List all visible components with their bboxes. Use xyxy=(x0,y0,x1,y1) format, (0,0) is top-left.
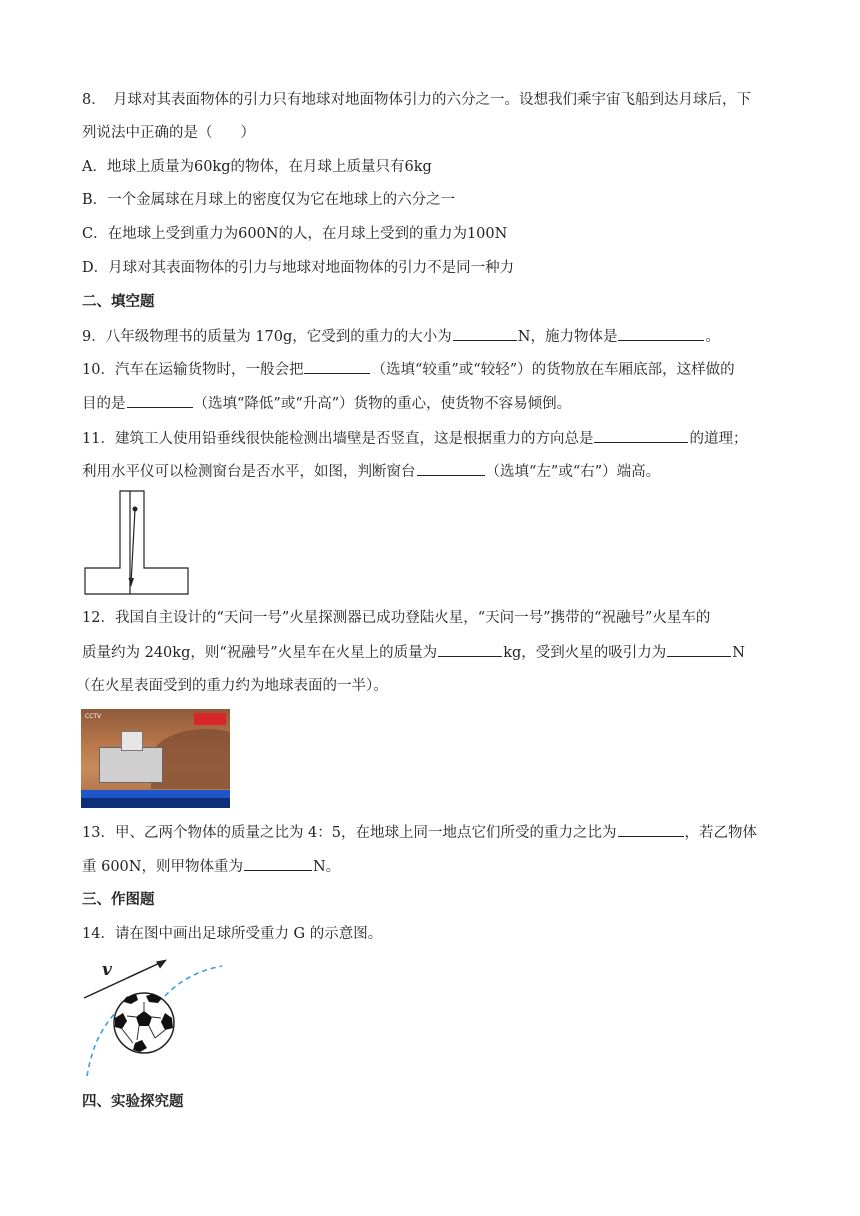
q11-line1 xyxy=(82,428,747,449)
section-heading-fill-in: 二、填空题 xyxy=(82,294,155,310)
trajectory-path-upper xyxy=(165,966,222,996)
q11-text-a: 11．建筑工人使用铅垂线很快能检测出墙壁是否竖直，这是根据重力的方向总是 xyxy=(82,431,594,447)
q8-option-d: D．月球对其表面物体的引力与地球对地面物体的引力不是同一种力 xyxy=(82,260,515,276)
q12-text-b: 质量约为 240kg，则“祝融号”火星车在火星上的质量为 xyxy=(82,645,438,661)
q13-line2 xyxy=(82,856,340,877)
plumb-arrow-head xyxy=(129,578,135,587)
tv-badge xyxy=(194,713,226,725)
section-heading-experiment: 四、实验探究题 xyxy=(82,1094,184,1110)
q11-text-d: （选填“左”或“右”）端高。 xyxy=(485,464,661,480)
velocity-label: v xyxy=(102,960,112,980)
q13-blank-2[interactable] xyxy=(244,856,312,871)
q13-text-c: 重 600N，则甲物体重为 xyxy=(82,859,243,875)
news-ticker-upper xyxy=(81,790,230,798)
q8-option-a: A．地球上质量为60kg的物体，在月球上质量只有6kg xyxy=(82,159,432,175)
q9-text-a: 9．八年级物理书的质量为 170g，它受到的重力的大小为 xyxy=(82,329,452,345)
q10-text-b: （选填“较重”或“较轻”）的货物放在车厢底部，这样做的 xyxy=(371,362,735,378)
section-heading-drawing: 三、作图题 xyxy=(82,892,155,908)
q9-blank-2[interactable] xyxy=(618,326,704,341)
q12-text-c: kg，受到火星的吸引力为 xyxy=(503,645,667,661)
velocity-arrow-head xyxy=(156,960,167,969)
q12-line3: （在火星表面受到的重力约为地球表面的一半）。 xyxy=(76,678,388,694)
spirit-level-figure xyxy=(82,490,192,596)
q8-stem-close: ） xyxy=(240,125,255,141)
soccer-ball-icon xyxy=(114,993,174,1053)
q8-line1: 8． 月球对其表面物体的引力只有地球对地面物体引力的六分之一。设想我们乘宇宙飞船到达月球后，下 xyxy=(82,92,751,108)
news-ticker-lower xyxy=(81,798,230,808)
q10-line1 xyxy=(82,359,735,380)
level-outline xyxy=(85,491,188,594)
plumb-line xyxy=(131,509,135,584)
q11-text-c: 利用水平仪可以检测窗台是否水平，如图，判断窗台 xyxy=(82,464,416,480)
q10-line2 xyxy=(82,393,571,414)
q12-blank-2[interactable] xyxy=(667,642,731,657)
q9-blank-1[interactable] xyxy=(453,326,517,341)
soccer-ball-figure[interactable] xyxy=(80,958,230,1078)
q9-text-b: N，施力物体是 xyxy=(517,329,618,345)
q13-blank-1[interactable] xyxy=(618,822,684,837)
velocity-arrow-line xyxy=(84,961,164,998)
plumb-pivot xyxy=(133,507,138,512)
q10-text-a: 10．汽车在运输货物时，一般会把 xyxy=(82,362,304,378)
q8-line2 xyxy=(82,123,255,143)
q13-line1 xyxy=(82,822,757,843)
q8-option-b: B．一个金属球在月球上的密度仅为它在地球上的六分之一 xyxy=(82,192,456,208)
q10-text-c: 目的是 xyxy=(82,396,126,412)
q13-text-d: N。 xyxy=(312,859,341,875)
q12-blank-1[interactable] xyxy=(438,642,502,657)
mars-rover-photo xyxy=(81,709,230,808)
q11-line2 xyxy=(82,461,660,482)
q12-text-d: N xyxy=(732,645,745,661)
q11-blank-2[interactable] xyxy=(417,461,485,476)
q11-text-b: 的道理； xyxy=(689,431,748,447)
rover-mast xyxy=(121,731,143,751)
q13-text-b: ，若乙物体 xyxy=(684,825,758,841)
q8-option-c: C．在地球上受到重力为600N的人，在月球上受到的重力为100N xyxy=(82,226,508,242)
q12-line2 xyxy=(82,642,745,663)
q13-text-a: 13．甲、乙两个物体的质量之比为 4：5，在地球上同一地点它们所受的重力之比为 xyxy=(82,825,617,841)
q10-text-d: （选填“降低”或“升高”）货物的重心，使货物不容易倾倒。 xyxy=(193,396,572,412)
tv-logo: CCTV xyxy=(85,713,102,720)
q10-blank-2[interactable] xyxy=(127,393,193,408)
q8-stem: 列说法中正确的是（ xyxy=(82,125,213,141)
q9-text-c: 。 xyxy=(705,329,720,345)
q12-line1: 12．我国自主设计的“天问一号”火星探测器已成功登陆火星，“天问一号”携带的“祝融号”火星车的 xyxy=(82,610,711,626)
q10-blank-1[interactable] xyxy=(304,359,370,374)
q11-blank-1[interactable] xyxy=(594,428,688,443)
q9-line xyxy=(82,326,720,347)
q14-line: 14．请在图中画出足球所受重力 G 的示意图。 xyxy=(82,926,383,942)
rover-body xyxy=(99,747,163,783)
